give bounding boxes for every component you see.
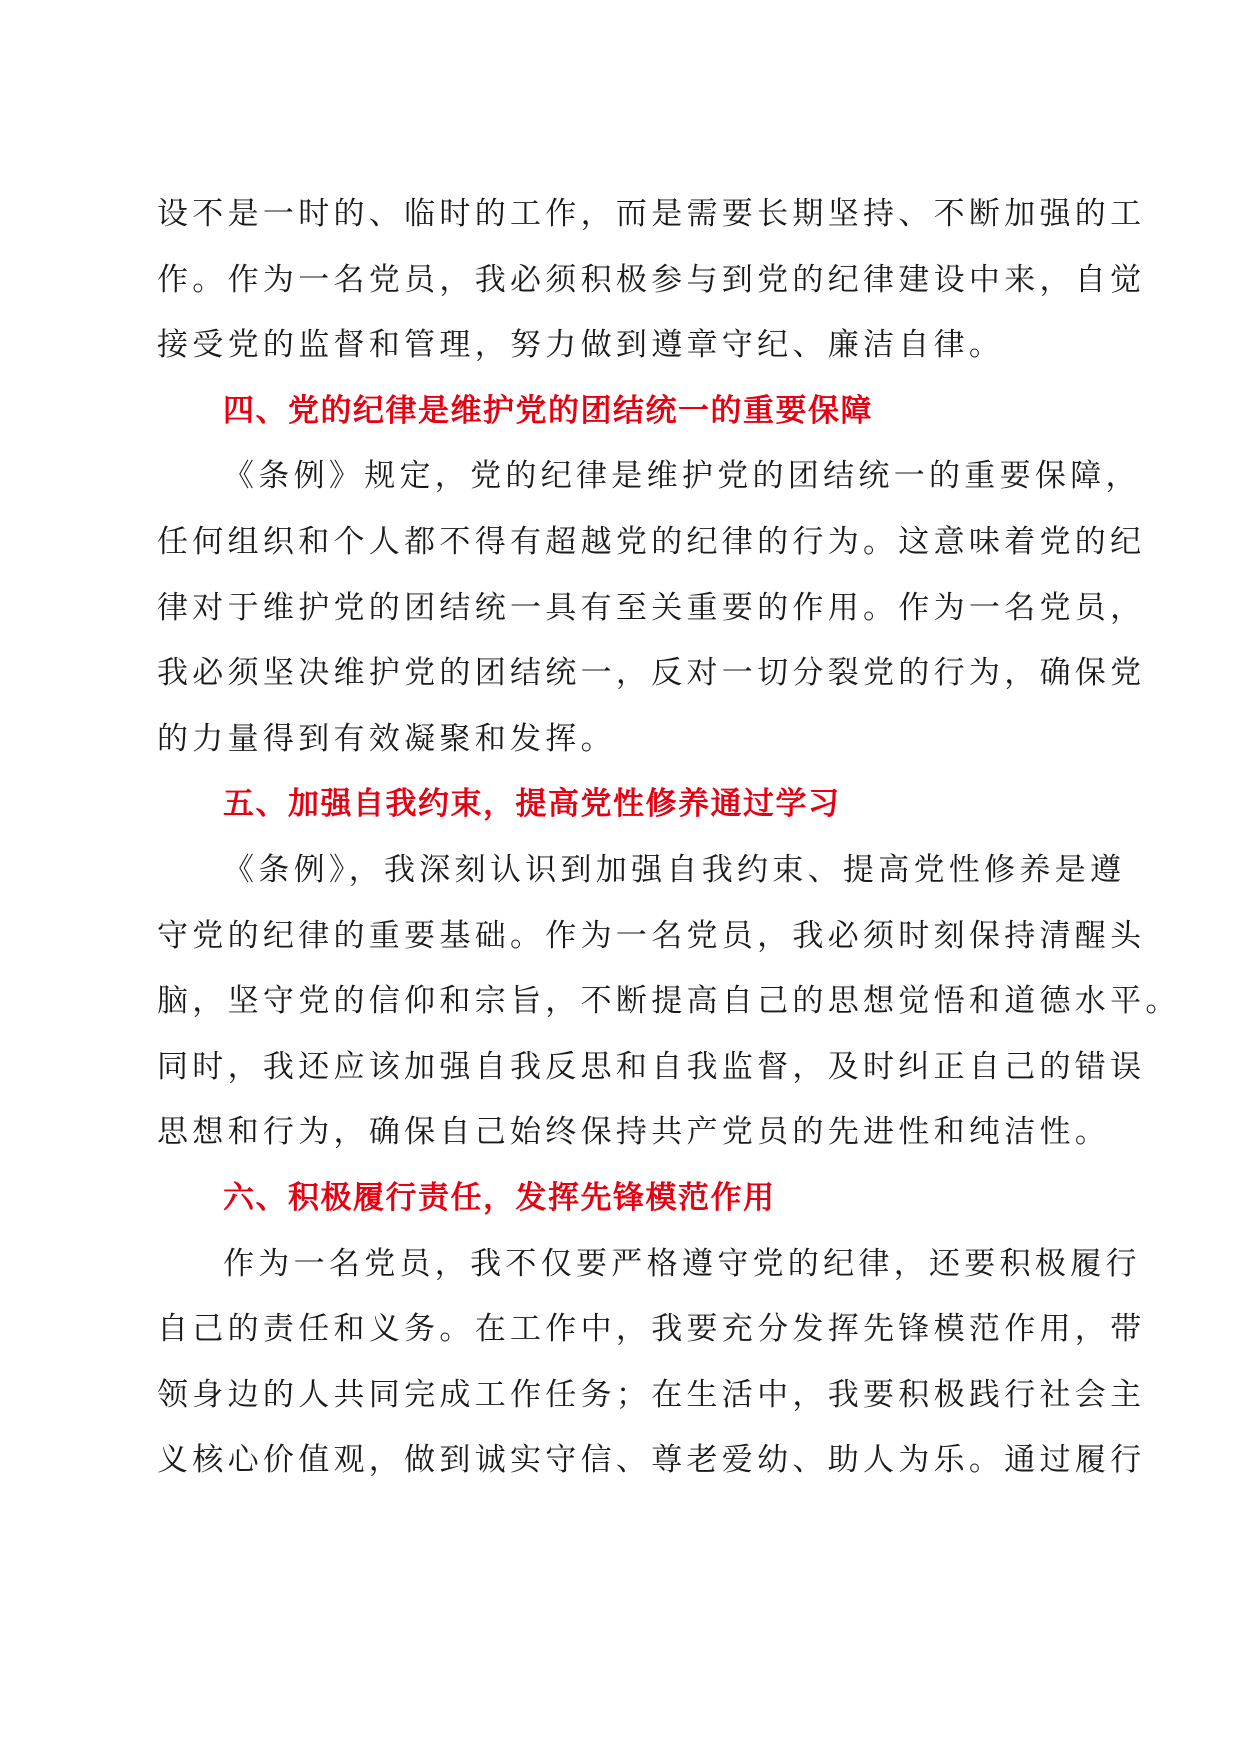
paragraph-line: 守党的纪律的重要基础。作为一名党员，我必须时刻保持清醒头 (157, 917, 1146, 954)
paragraph-line: 任何组织和个人都不得有超越党的纪律的行为。这意味着党的纪 (157, 523, 1146, 560)
paragraph-line: 设不是一时的、临时的工作，而是需要长期坚持、不断加强的工 (157, 196, 1146, 232)
section-heading-6: 六、积极履行责任，发挥先锋模范作用 (223, 1179, 776, 1216)
paragraph-line: 同时，我还应该加强自我反思和自我监督，及时纠正自己的错误 (157, 1048, 1146, 1085)
paragraph-line: 作。作为一名党员，我必须积极参与到党的纪律建设中来，自觉 (157, 261, 1146, 298)
paragraph-line: 思想和行为，确保自己始终保持共产党员的先进性和纯洁性。 (157, 1114, 1111, 1151)
paragraph-line: 我必须坚决维护党的团结统一，反对一切分裂党的行为，确保党 (157, 655, 1146, 692)
paragraph-line: 的力量得到有效凝聚和发挥。 (157, 720, 616, 757)
paragraph-line: 《条例》规定，党的纪律是维护党的团结统一的重要保障， (223, 458, 1141, 495)
paragraph-line: 接受党的监督和管理，努力做到遵章守纪、廉洁自律。 (157, 327, 1005, 364)
paragraph-line: 领身边的人共同完成工作任务；在生活中，我要积极践行社会主 (157, 1376, 1146, 1413)
paragraph-line: 脑，坚守党的信仰和宗旨，不断提高自己的思想觉悟和道德水平。 (157, 983, 1181, 1020)
paragraph-line: 自己的责任和义务。在工作中，我要充分发挥先锋模范作用，带 (157, 1311, 1146, 1348)
paragraph-line: 作为一名党员，我不仅要严格遵守党的纪律，还要积极履行 (223, 1245, 1141, 1282)
section-heading-4: 四、党的纪律是维护党的团结统一的重要保障 (223, 392, 873, 429)
section-heading-5: 五、加强自我约束，提高党性修养通过学习 (223, 786, 841, 823)
paragraph-line: 《条例》，我深刻认识到加强自我约束、提高党性修养是遵 (223, 851, 1126, 888)
paragraph-line: 义核心价值观，做到诚实守信、尊老爱幼、助人为乐。通过履行 (157, 1442, 1146, 1479)
document-body (157, 182, 1181, 1494)
paragraph-line: 律对于维护党的团结统一具有至关重要的作用。作为一名党员， (157, 589, 1146, 626)
